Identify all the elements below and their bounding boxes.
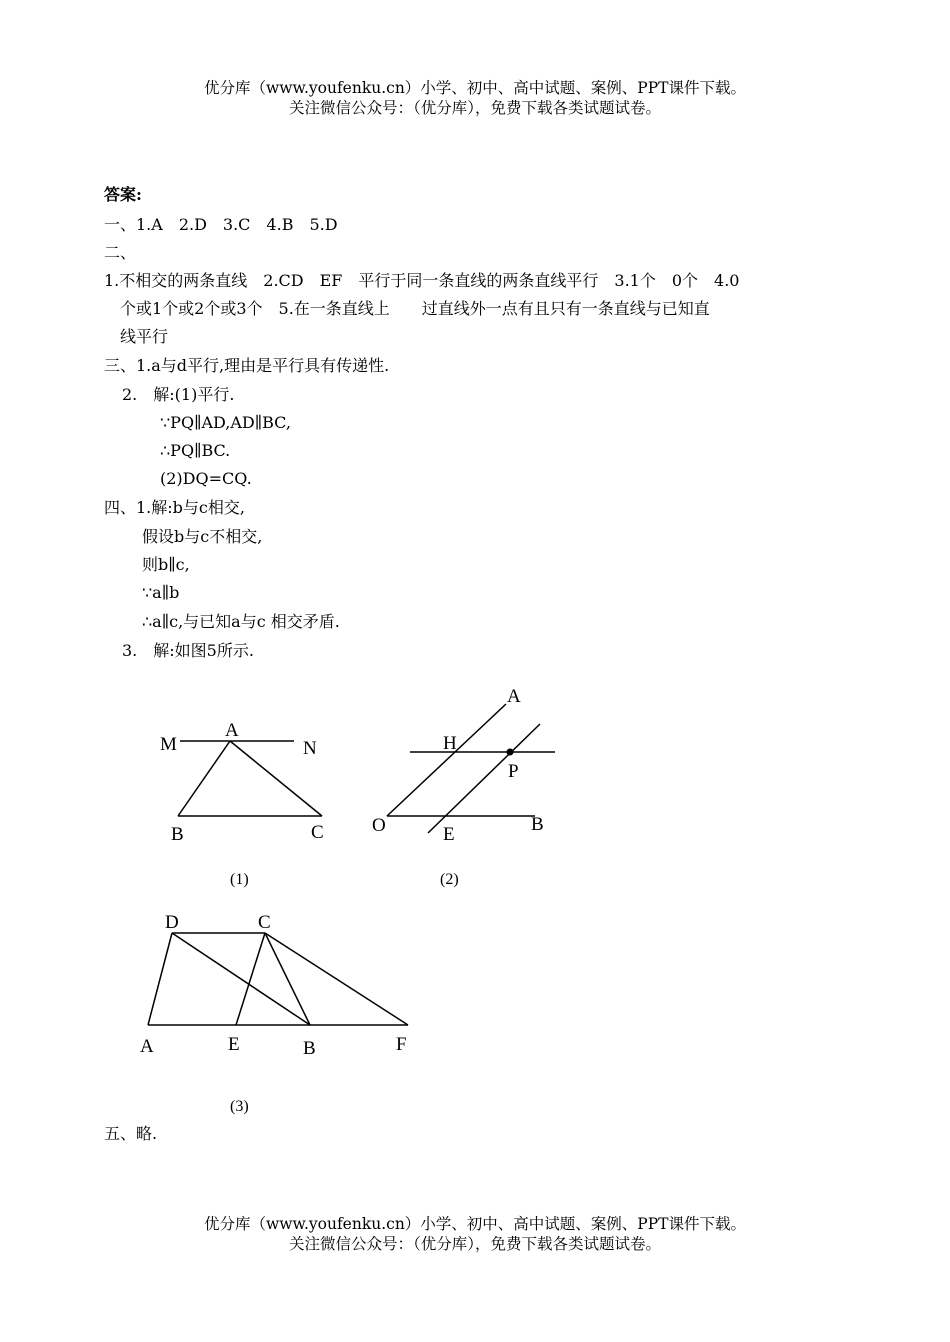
section-4-line-1: 四、1.解:b与c相交, [104,498,245,517]
answers-title: 答案: [104,185,142,204]
section-2-line-1: 1.不相交的两条直线 2.CD EF 平行于同一条直线的两条直线平行 3.1个 0个 4.0 [104,271,740,290]
section-5: 五、略. [104,1124,158,1143]
fig2-caption: (2) [440,871,459,888]
footer-line-1: 优分库（www.youfenku.cn）小学、初中、高中试题、案例、PPT课件下载。 [203,1215,747,1233]
fig3-label-c: C [258,912,271,933]
section-4-line-2: 假设b与c不相交, [142,527,263,546]
figure-3 [148,933,408,1025]
section-3-line-2: 2. 解:(1)平行. [122,385,235,404]
section-3-line-1: 三、1.a与d平行,理由是平行具有传递性. [104,356,390,375]
fig2-point-p [507,749,514,756]
fig1-caption: (1) [230,871,249,888]
fig1-label-m: M [160,734,177,755]
fig3-line-da [148,933,172,1025]
section-3-line-4: ∴PQ∥BC. [160,441,231,460]
fig2-label-a: A [507,686,521,707]
fig3-line-cf [265,933,408,1025]
footer-line-2: 关注微信公众号：（优分库），免费下载各类试题试卷。 [288,1235,661,1253]
fig3-label-b: B [303,1038,316,1059]
fig3-label-e: E [228,1034,240,1055]
fig1-label-b: B [171,824,184,845]
section-4-line-5: ∴a∥c,与已知a与c 相交矛盾. [142,612,340,631]
fig2-label-b: B [531,814,544,835]
section-2-line-2: 个或1个或2个或3个 5.在一条直线上 过直线外一点有且只有一条直线与已知直 [120,299,710,318]
section-4-line-6: 3. 解:如图5所示. [122,641,254,660]
fig1-label-a: A [225,720,239,741]
fig3-label-a: A [140,1036,154,1057]
section-4-line-3: 则b∥c, [142,555,190,574]
section-2-line-3: 线平行 [120,327,169,346]
section-2-heading: 二、 [104,243,137,262]
section-1-answers: 一、1.A 2.D 3.C 4.B 5.D [104,215,338,234]
fig3-caption: (3) [230,1098,249,1115]
fig2-label-o: O [372,815,386,836]
section-4-line-4: ∵a∥b [142,583,180,602]
fig2-label-p: P [508,761,519,782]
fig2-label-e: E [443,824,455,845]
figure-1 [178,741,322,816]
fig2-line-oa [387,704,506,816]
header-line-1: 优分库（www.youfenku.cn）小学、初中、高中试题、案例、PPT课件下载。 [203,79,747,97]
fig1-line-ab [178,741,230,816]
section-3-line-3: ∵PQ∥AD,AD∥BC, [160,413,291,432]
header-line-2: 关注微信公众号：（优分库），免费下载各类试题试卷。 [288,99,661,117]
fig3-label-d: D [165,912,179,933]
section-3-line-5: (2)DQ=CQ. [160,469,252,488]
fig3-label-f: F [396,1034,407,1055]
fig1-label-n: N [303,738,317,759]
fig1-label-c: C [311,822,324,843]
figure-2 [387,704,555,833]
fig2-label-h: H [443,733,457,754]
